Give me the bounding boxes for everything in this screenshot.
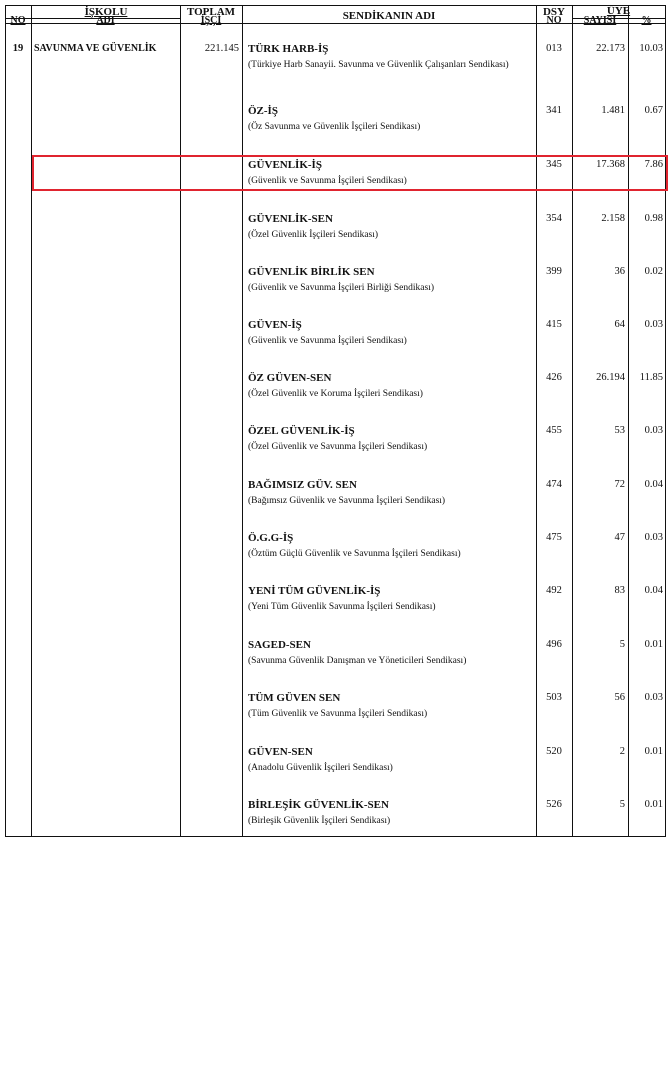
union-members: 64: [614, 319, 625, 330]
sector-name: SAVUNMA VE GÜVENLİK: [34, 43, 157, 54]
table-border-right: [665, 5, 666, 837]
union-members: 22.173: [596, 43, 625, 54]
union-members: 72: [614, 479, 625, 490]
union-full-name: (Türkiye Harb Sanayii. Savunma ve Güvenlik Çalışanları Sendikası): [248, 60, 509, 70]
union-percent: 0.04: [644, 585, 663, 596]
union-name: ÖZEL GÜVENLİK-İŞ: [248, 425, 355, 437]
union-dsy-no: 496: [546, 639, 562, 650]
union-full-name: (Birleşik Güvenlik İşçileri Sendikası): [248, 816, 391, 826]
union-dsy-no: 399: [546, 266, 562, 277]
col-line-toplam: [242, 5, 243, 837]
union-members: 36: [614, 266, 625, 277]
union-percent: 0.03: [644, 319, 663, 330]
union-members: 2.158: [601, 213, 625, 224]
union-full-name: (Bağımsız Güvenlik ve Savunma İşçileri Sendikası): [248, 496, 446, 506]
union-members: 26.194: [596, 372, 625, 383]
union-full-name: (Özel Güvenlik ve Savunma İşçileri Sendikası): [248, 442, 428, 452]
union-percent: 10.03: [639, 43, 663, 54]
union-full-name: (Güvenlik ve Savunma İşçileri Sendikası): [248, 336, 407, 346]
union-dsy-no: 354: [546, 213, 562, 224]
union-percent: 0.01: [644, 639, 663, 650]
header-sendika-adi: SENDİKANIN ADI: [342, 10, 436, 22]
union-full-name: (Öz Savunma ve Güvenlik İşçileri Sendikası): [248, 122, 421, 132]
union-members: 56: [614, 692, 625, 703]
union-members: 17.368: [596, 159, 625, 170]
union-percent: 0.02: [644, 266, 663, 277]
header-toplam: TOPLAM: [186, 6, 236, 18]
header-adi: ADI: [96, 15, 115, 26]
col-line-dsy: [572, 5, 573, 837]
union-percent: 0.03: [644, 692, 663, 703]
union-members: 47: [614, 532, 625, 543]
union-name: YENİ TÜM GÜVENLİK-İŞ: [248, 585, 381, 597]
table-border-left: [5, 5, 6, 837]
sector-no: 19: [12, 43, 24, 54]
sector-total-workers: 221.145: [204, 43, 239, 54]
union-name: GÜVEN-SEN: [248, 746, 313, 758]
union-name: BAĞIMSIZ GÜV. SEN: [248, 479, 357, 491]
union-name: BİRLEŞİK GÜVENLİK-SEN: [248, 799, 389, 811]
union-percent: 0.04: [644, 479, 663, 490]
header-yuzde: %: [641, 15, 652, 26]
union-members: 83: [614, 585, 625, 596]
union-members: 5: [619, 639, 625, 650]
col-line-sendika: [536, 5, 537, 837]
union-dsy-no: 455: [546, 425, 562, 436]
union-percent: 0.67: [644, 105, 663, 116]
union-dsy-no: 526: [546, 799, 562, 810]
union-name: ÖZ-İŞ: [248, 105, 278, 117]
union-percent: 7.86: [644, 159, 663, 170]
union-full-name: (Anadolu Güvenlik İşçileri Sendikası): [248, 763, 393, 773]
union-members: 5: [619, 799, 625, 810]
union-name: ÖZ GÜVEN-SEN: [248, 372, 332, 384]
union-dsy-no: 503: [546, 692, 562, 703]
union-name: GÜVENLİK-İŞ: [248, 159, 322, 171]
union-percent: 0.03: [644, 425, 663, 436]
union-full-name: (Özel Güvenlik ve Koruma İşçileri Sendikası): [248, 389, 423, 399]
union-percent: 0.03: [644, 532, 663, 543]
union-full-name: (Tüm Güvenlik ve Savunma İşçileri Sendikası): [248, 709, 428, 719]
table-border-bottom: [5, 836, 666, 837]
union-dsy-no: 345: [546, 159, 562, 170]
union-full-name: (Öztüm Güçlü Güvenlik ve Savunma İşçileri Sendikası): [248, 549, 461, 559]
union-name: GÜVEN-İŞ: [248, 319, 302, 331]
union-percent: 0.01: [644, 746, 663, 757]
union-dsy-no: 426: [546, 372, 562, 383]
union-name: TÜM GÜVEN SEN: [248, 692, 341, 704]
header-sayisi: SAYISI: [583, 15, 617, 26]
union-table: [5, 5, 666, 837]
union-members: 2: [619, 746, 625, 757]
col-line-no: [31, 5, 32, 837]
union-dsy-no: 492: [546, 585, 562, 596]
union-name: SAGED-SEN: [248, 639, 311, 651]
union-name: GÜVENLİK BİRLİK SEN: [248, 266, 375, 278]
union-full-name: (Yeni Tüm Güvenlik Savunma İşçileri Sendikası): [248, 602, 436, 612]
union-members: 53: [614, 425, 625, 436]
union-percent: 0.98: [644, 213, 663, 224]
union-members: 1.481: [601, 105, 625, 116]
union-full-name: (Güvenlik ve Savunma İşçileri Sendikası): [248, 176, 407, 186]
header-iskolu: İŞKOLU: [84, 6, 128, 18]
union-full-name: (Savunma Güvenlik Danışman ve Yöneticileri Sendikası): [248, 656, 467, 666]
union-name: Ö.G.G-İŞ: [248, 532, 294, 544]
union-percent: 11.85: [639, 372, 663, 383]
union-dsy-no: 341: [546, 105, 562, 116]
union-dsy-no: 415: [546, 319, 562, 330]
col-line-sayisi: [628, 5, 629, 837]
union-name: GÜVENLİK-SEN: [248, 213, 333, 225]
header-uye: ÜYE: [606, 5, 631, 17]
header-dsy: DSY: [542, 6, 565, 18]
col-line-adi: [180, 5, 181, 837]
union-dsy-no: 520: [546, 746, 562, 757]
union-full-name: (Özel Güvenlik İşçileri Sendikası): [248, 230, 379, 240]
union-dsy-no: 013: [546, 43, 562, 54]
highlight-box: [32, 155, 668, 191]
header-dsy-no: NO: [546, 15, 562, 26]
header-isci: İŞÇİ: [200, 15, 222, 26]
union-name: TÜRK HARB-İŞ: [248, 43, 329, 55]
union-percent: 0.01: [644, 799, 663, 810]
union-dsy-no: 475: [546, 532, 562, 543]
union-dsy-no: 474: [546, 479, 562, 490]
union-full-name: (Güvenlik ve Savunma İşçileri Birliği Sendikası): [248, 283, 435, 293]
header-no: NO: [10, 15, 26, 26]
